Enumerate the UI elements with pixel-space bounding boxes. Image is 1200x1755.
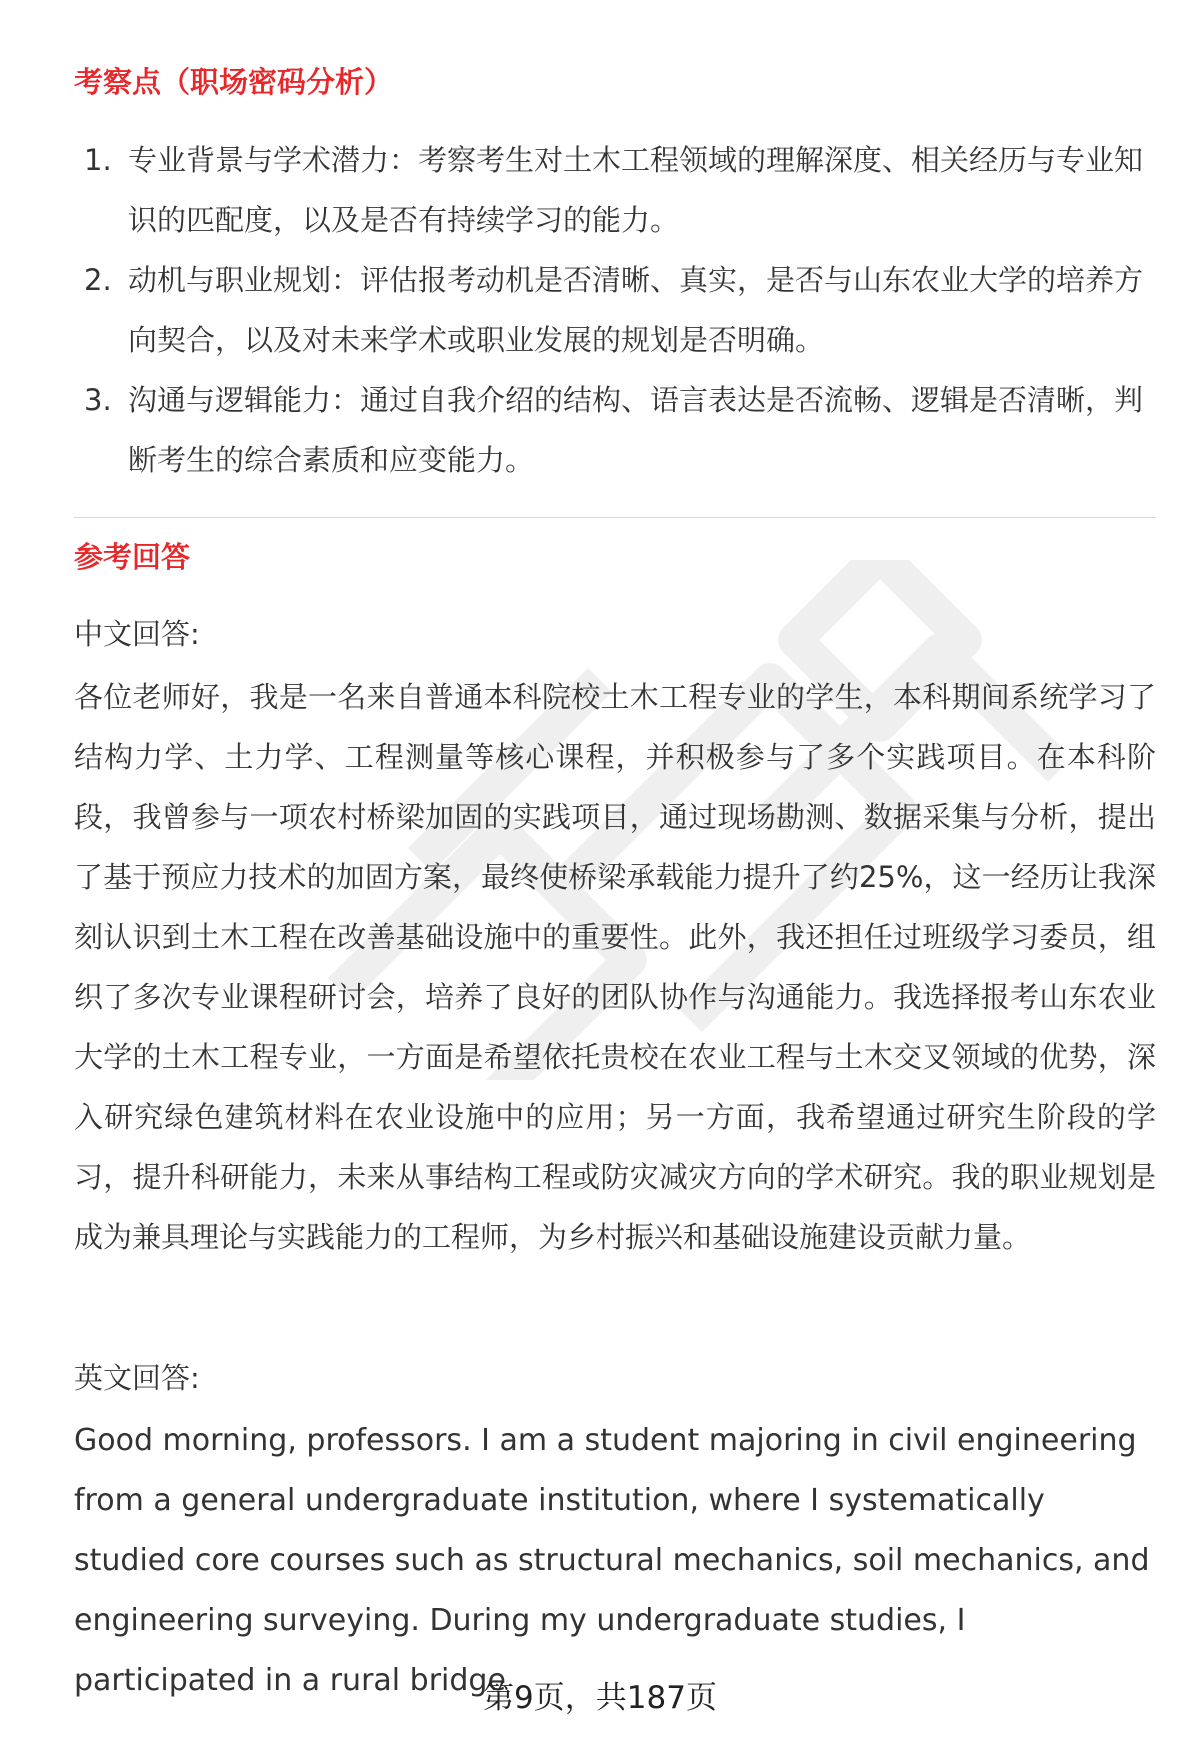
- list-item: [74, 370, 1154, 490]
- list-item-number: 1.: [84, 143, 112, 177]
- list-item-number: 3.: [84, 383, 112, 417]
- english-answer-text: Good morning, professors. I am a student majoring in civil engineering from a general undergraduate institution, where I systematically studied core courses such as structural mechanics, soil mechanics, and engineering surveying. During my undergraduate studies, I participated in a rural bridge: [74, 1423, 1150, 1698]
- list-item-text: 沟通与逻辑能力：通过自我介绍的结构、语言表达是否流畅、逻辑是否清晰，判断考生的综合素质和应变能力。: [128, 383, 1144, 477]
- english-answer-label: 英文回答:: [74, 1361, 200, 1395]
- reference-answer-heading: 参考回答: [74, 540, 191, 574]
- list-item-number: 2.: [84, 263, 112, 297]
- exam-points-heading: 考察点（职场密码分析）: [74, 65, 394, 99]
- list-item: [74, 250, 1154, 370]
- page-number: 第9页，共187页: [483, 1680, 717, 1716]
- list-item-text: 专业背景与学术潜力：考察考生对土木工程领域的理解深度、相关经历与专业知识的匹配度，以及是否有持续学习的能力。: [128, 143, 1144, 237]
- list-item: [74, 130, 1154, 250]
- section-divider: [74, 517, 1156, 518]
- chinese-answer-text: 各位老师好，我是一名来自普通本科院校土木工程专业的学生，本科期间系统学习了结构力学、土力学、工程测量等核心课程，并积极参与了多个实践项目。在本科阶段，我曾参与一项农村桥梁加固的实践项目，通过现场勘测、数据采集与分析，提出了基于预应力技术的加固方案，最终使桥梁承载能力提升了约25%，这一经历让我深刻认识到土木工程在改善基础设施中的重要性。此外，我还担任过班级学习委员，组织了多次专业课程研讨会，培养了良好的团队协作与沟通能力。我选择报考山东农业大学的土木工程专业，一方面是希望依托贵校在农业工程与土木交叉领域的优势，深入研究绿色建筑材料在农业设施中的应用；另一方面，我希望通过研究生阶段的学习，提升科研能力，未来从事结构工程或防灾减灾方向的学术研究。我的职业规划是成为兼具理论与实践能力的工程师，为乡村振兴和基础设施建设贡献力量。: [74, 680, 1156, 1254]
- list-item-text: 动机与职业规划：评估报考动机是否清晰、真实，是否与山东农业大学的培养方向契合，以及对未来学术或职业发展的规划是否明确。: [128, 263, 1144, 357]
- chinese-answer-label: 中文回答:: [74, 617, 200, 651]
- exam-points-list: [74, 130, 1154, 490]
